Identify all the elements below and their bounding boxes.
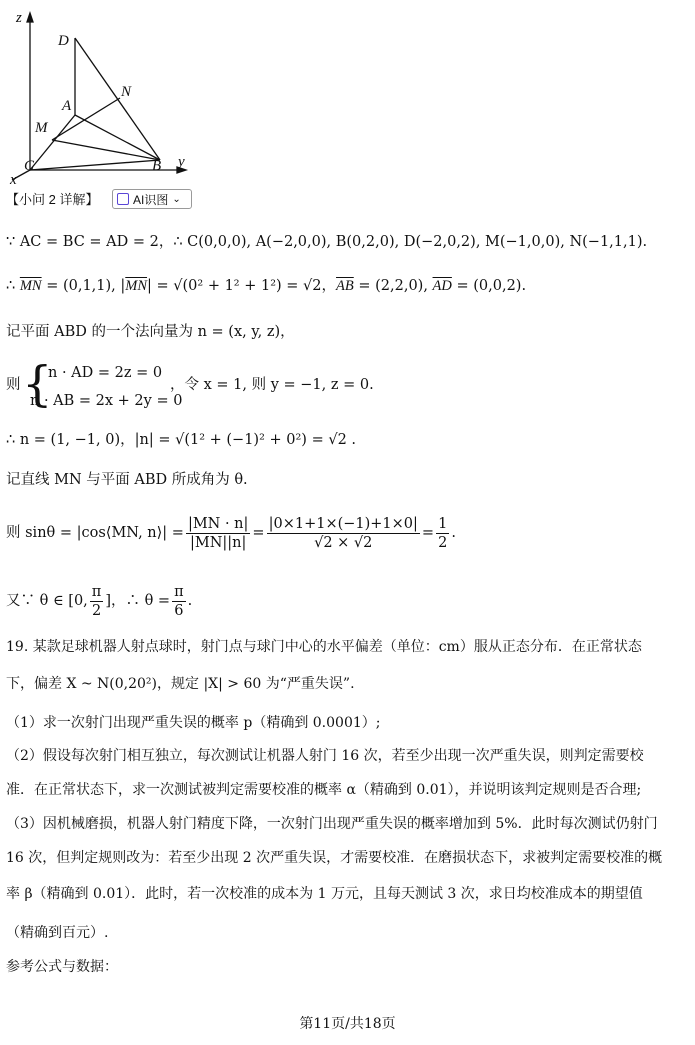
equation-1: n · AD = 2z = 0 [48,365,163,381]
system-brace: { [22,356,53,412]
label-x: x [10,172,17,185]
label-D: D [58,33,69,49]
period: . [187,593,193,609]
solution-line-2 [6,276,526,296]
label-A: A [62,98,72,114]
ai-icon [117,193,129,205]
solution-line-3: 记平面 ABD 的一个法向量为 n = (x, y, z)， [6,324,295,340]
problem-19-part-2b: 准．在正常状态下，求一次测试被判定需要校准的概率 α（精确到 0.01），并说明该判定规则是否合理; [6,782,642,798]
text-fragment: = (0,0,2). [451,278,527,294]
problem-19-part-3d: （精确到百元）. [6,925,109,941]
problem-19-line-2: 下，偏差 X ~ N(0,20²)，规定 |X| > 60 为“严重失误”. [6,676,355,692]
numerator: π [174,583,184,600]
equals: = [252,525,265,541]
denominator: |MN||n| [189,534,247,551]
problem-19-part-2a: （2）假设每次射门相互独立，每次测试让机器人射门 16 次，若至少出现一次严重失误，则判定需要校 [6,748,644,764]
page-footer: 第11页/共18页 [299,1016,396,1032]
numerator: 1 [438,515,448,532]
denominator: 2 [91,602,102,619]
label-N: N [121,84,132,100]
period: . [451,525,456,541]
ai-recognize-button[interactable] [112,189,192,209]
reference-heading: 参考公式与数据： [6,959,118,975]
text-fragment: = (0,1,1), | [41,278,126,294]
text-fragment: | = √(0² + 1² + 1²) = √2， [147,278,337,294]
problem-19-line-1: 19. 某款足球机器人射点球时，射门点与球门中心的水平偏差（单位：cm）服从正态分布．在正常状态 [6,639,642,655]
problem-19-part-3a: （3）因机械磨损，机器人射门精度下降，一次射门出现严重失误的概率增加到 5%．此时每次测试仍射门 [6,816,658,832]
label-y: y [178,154,185,170]
numerator: |MN · n| [187,515,249,532]
label-C: C [24,158,35,174]
solution-line-8 [6,578,192,624]
solution-line-4-prefix: 则 [6,377,21,393]
vector-MN: $\overline{MN}$ [19,278,42,294]
text-fragment: ∴ [6,278,20,294]
solution-line-6: 记直线 MN 与平面 ABD 所成角为 θ. [6,472,248,488]
text-fragment: 则 sinθ = |cos⟨MN, n⟩| = [6,525,184,541]
numerator: π [91,583,102,600]
solution-line-4-suffix: ，令 x = 1, 则 y = −1, z = 0. [170,377,374,393]
numerator: |0×1+1×(−1)+1×0| [268,515,418,532]
solution-line-1: ∵ AC = BC = AD = 2，∴ C(0,0,0), A(−2,0,0), B(0,2,0), D(−2,0,2), M(−1,0,0), N(−1,1,1). [6,234,648,250]
fraction-1 [186,515,250,552]
vector-AD: $\overline{AD}$ [432,278,452,294]
denominator: 2 [438,534,448,551]
vector-MN: $\overline{MN}$ [125,278,148,294]
chevron-down-icon: ⌄ [172,193,181,205]
text-fragment: = (2,2,0), [353,278,433,294]
fraction-3 [436,515,449,552]
equals: = [421,525,435,541]
solution-line-5: ∴ n = (1, −1, 0)，|n| = √(1² + (−1)² + 0²) = √2 . [6,432,357,448]
fraction-2 [267,515,420,552]
problem-19-part-3b: 16 次，但判定规则改为：若至少出现 2 次严重失误，才需要校准．在磨损状态下，求被判定需要校准的概 [6,850,663,866]
text-fragment: ]，∴ θ = [105,593,171,609]
section-label: 【小问 2 详解】 [6,192,99,207]
denominator: √2 × √2 [314,534,373,551]
vector-AB: $\overline{AB}$ [336,278,354,294]
text-fragment: 又∵ θ ∈ [0, [6,593,88,609]
problem-19-part-1: （1）求一次射门出现严重失误的概率 p（精确到 0.0001）; [6,715,381,731]
fraction-pi-6 [172,583,186,620]
fraction-pi-2 [90,583,104,620]
solution-line-7 [6,508,456,558]
label-M: M [35,120,48,136]
geometry-figure [0,0,200,185]
label-z: z [16,10,22,26]
label-B: B [152,158,162,174]
ai-button-label: AI识图 [133,192,169,207]
denominator: 6 [174,602,184,619]
problem-19-part-3c: 率 β（精确到 0.01）．此时，若一次校准的成本为 1 万元，且每天测试 3 次，求日均校准成本的期望值 [6,886,643,902]
equation-2: n · AB = 2x + 2y = 0 [30,393,183,409]
